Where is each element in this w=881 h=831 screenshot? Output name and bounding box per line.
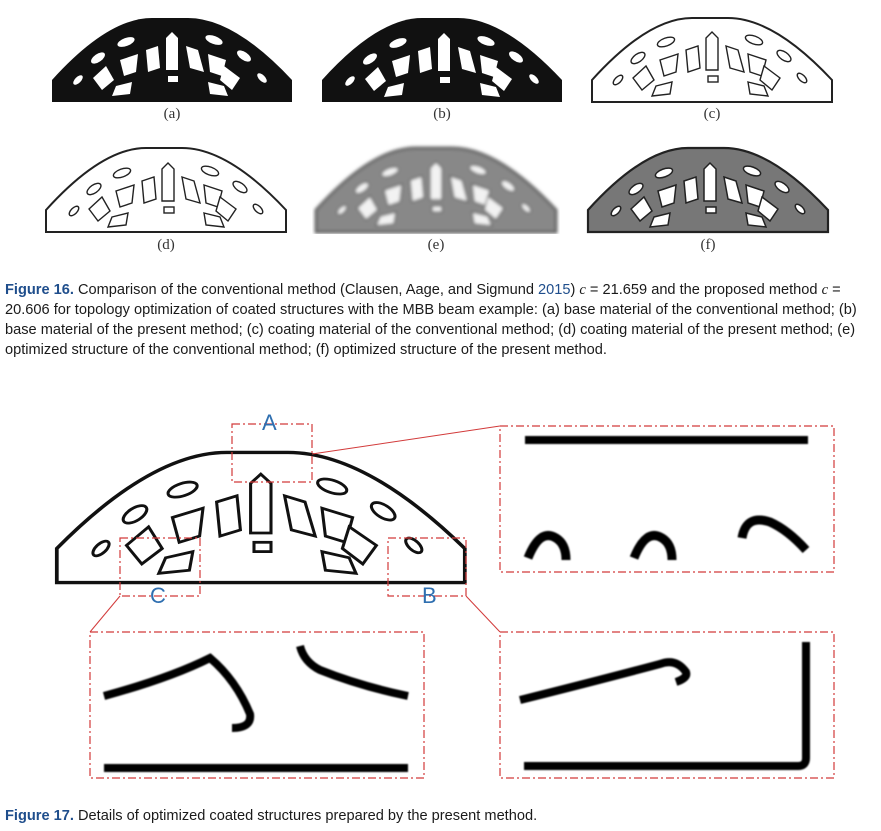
figure16-caption <box>5 280 877 360</box>
caption16-text-4: = 20.606 for topology optimization of coated structures with the MBB beam example: (a) base material of the conventional method; (b) base material of the present method; (c) coating material of the conventional method; (d) coating material of the present method; (e) optimized structure of the conventional method; (f) optimized structure of the present method. <box>5 282 857 358</box>
caption16-text-3: = 21.659 and the proposed method <box>585 282 822 298</box>
fig16-label-c: (c) <box>703 106 721 122</box>
fig16-label-a: (a) <box>163 106 181 122</box>
figure17-label: Figure 17. <box>5 808 74 824</box>
c-symbol-2: c <box>821 282 829 298</box>
c-symbol-1: c <box>579 282 586 298</box>
zoom-a-contents <box>525 440 808 560</box>
zoom-c-contents <box>104 646 408 768</box>
fig16-label-e: (e) <box>427 237 445 253</box>
caption16-text-1: Comparison of the conventional method (Clausen, Aage, and Sigmund <box>78 282 538 298</box>
callout-b: B <box>422 583 437 608</box>
callout-a: A <box>262 410 277 435</box>
fig17-illustration <box>0 410 881 790</box>
fig16-panel-d <box>42 140 290 234</box>
figure17-caption <box>5 806 877 826</box>
zoom-c <box>90 632 424 778</box>
fig16-panel-c <box>588 10 836 104</box>
fig16-label-d: (d) <box>157 237 175 253</box>
zoom-b <box>500 632 834 778</box>
fig16-panel-e <box>312 140 560 234</box>
fig16-panel-a <box>48 10 296 104</box>
citation-year[interactable]: 2015 <box>538 282 571 298</box>
figure16-label: Figure 16. <box>5 282 74 298</box>
callout-c: C <box>150 583 166 608</box>
zoom-b-contents <box>520 642 806 766</box>
fig16-panel-f <box>584 140 832 234</box>
fig16-label-b: (b) <box>433 106 451 122</box>
fig16-panel-b <box>318 10 566 104</box>
caption17-text: Details of optimized coated structures prepared by the present method. <box>78 808 538 824</box>
fig17-main-structure <box>57 452 465 582</box>
caption16-text-2: ) <box>570 282 580 298</box>
fig16-label-f: (f) <box>700 237 716 253</box>
